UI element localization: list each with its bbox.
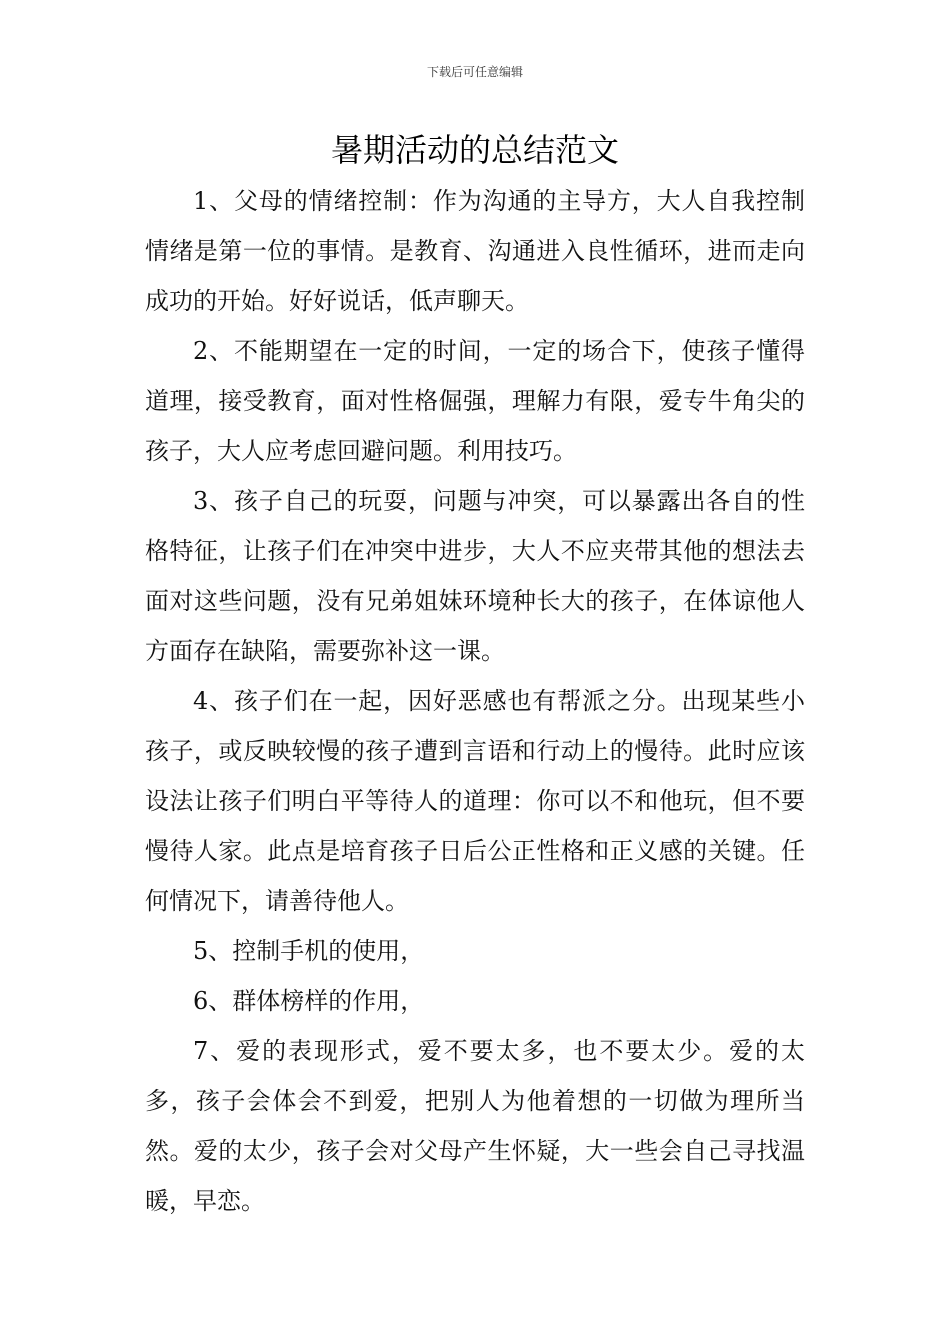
- paragraph-5: 5、控制手机的使用，: [193, 937, 425, 965]
- document-body: [145, 176, 805, 1226]
- paragraph-1: 1、父母的情绪控制：作为沟通的主导方，大人自我控制情绪是第一位的事情。是教育、沟通进入良性循环，进而走向成功的开始。好好说话，低声聊天。: [145, 187, 805, 315]
- header-note: 下载后可任意编辑: [426, 65, 523, 79]
- paragraph-7: 7、爱的表现形式，爱不要太多，也不要太少。爱的太多，孩子会体会不到爱，把别人为他着想的一切做为理所当然。爱的太少，孩子会对父母产生怀疑，大一些会自己寻找温暖，早恋。: [145, 1037, 805, 1215]
- paragraph-2: 2、不能期望在一定的时间，一定的场合下，使孩子懂得道理，接受教育，面对性格倔强，理解力有限，爱专牛角尖的孩子，大人应考虑回避问题。利用技巧。: [145, 337, 805, 465]
- paragraph-3: 3、孩子自己的玩耍，问题与冲突，可以暴露出各自的性格特征，让孩子们在冲突中进步，大人不应夹带其他的想法去面对这些问题，没有兄弟姐妹环境种长大的孩子，在体谅他人方面存在缺陷，需要弥补这一课。: [145, 487, 805, 665]
- paragraph-6: 6、群体榜样的作用，: [193, 987, 425, 1015]
- paragraph-4: 4、孩子们在一起，因好恶感也有帮派之分。出现某些小孩子，或反映较慢的孩子遭到言语和行动上的慢待。此时应该设法让孩子们明白平等待人的道理：你可以不和他玩，但不要慢待人家。此点是培育孩子日后公正性格和正义感的关键。任何情况下，请善待他人。: [145, 687, 805, 915]
- document-title: 暑期活动的总结范文: [330, 131, 619, 169]
